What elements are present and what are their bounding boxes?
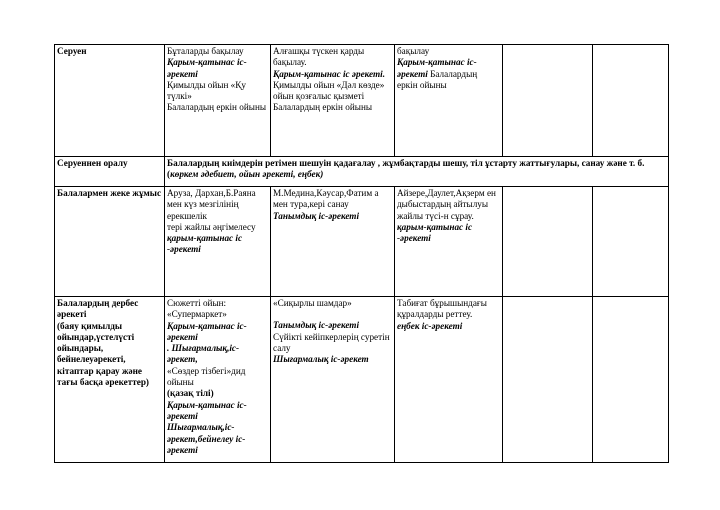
activity-label: Қарым-қатынас іс-әрекеті <box>167 399 247 421</box>
cell-text: Балалардың еркін ойыны <box>167 102 267 113</box>
cell-individual-5 <box>593 187 669 297</box>
cell-walk-3 <box>395 45 503 157</box>
row-independent <box>55 297 669 463</box>
cell-text: Балалардың киімдерін ретімен шешуін қадағалау , жұмбақтарды шешу, тіл ұстарту жаттығулары, санау және т. б. ( <box>167 158 645 180</box>
activity-label: қарым-қатынас іс -әрекеті <box>167 233 243 255</box>
cell-text: ойын қозғалыс қызметі <box>273 91 365 102</box>
activity-label: Қарым-қатынас іс-әрекеті <box>167 57 247 79</box>
row-header-return: Серуеннен оралу <box>55 157 165 187</box>
cell-walk-4 <box>503 45 593 157</box>
cell-text: Қимылды ойын «Қу түлкі» <box>167 79 246 102</box>
activity-label: Қарым-қатынас іс- <box>397 57 477 68</box>
cell-text: бақылау <box>397 46 430 56</box>
cell-return <box>165 157 669 187</box>
cell-independent-4 <box>503 297 593 463</box>
cell-text: «Сиқырлы шамдар» <box>273 298 352 308</box>
cell-text: (қазақ тілі) <box>167 388 214 399</box>
cell-individual-2 <box>271 187 395 297</box>
cell-text: М.Медина,Кәусар,Фатим а мен тура,кері санау <box>273 188 379 210</box>
cell-text: көркем әдебиет, ойын әрекеті, еңбек) <box>170 169 324 180</box>
cell-individual-3 <box>395 187 503 297</box>
activity-label: әрекеті <box>397 68 428 79</box>
cell-text: Бұталарды бақылау <box>167 46 244 56</box>
cell-walk-1 <box>165 45 271 157</box>
activity-label: Шығармалық іс-әрекет <box>273 354 369 365</box>
cell-text: Айзере,Даулет,Ақзерм ен дыбыстардың айтылуы жайлы түсі-н сұрау. <box>397 188 496 221</box>
activity-label: . Шығармалық,іс-әрекет, <box>167 343 240 365</box>
cell-text: Аруза, Дархан,Б.Раяна мен күз мезгілінің ерекшелік <box>167 188 256 221</box>
activity-label: қарым-қатынас іс -әрекеті <box>397 221 473 244</box>
cell-text: Сюжетті ойын: «Супермаркет» <box>167 298 227 320</box>
cell-text: Сүйікті кейіпкерлерің суретін салу <box>273 331 390 353</box>
row-walk <box>55 45 669 157</box>
cell-walk-2 <box>271 45 395 157</box>
cell-text: «Сөздер тізбегі»дид ойыны <box>167 365 246 388</box>
cell-independent-5 <box>593 297 669 463</box>
activity-label: еңбек іс-әрекеті <box>397 320 463 331</box>
plan-table <box>54 44 669 463</box>
activity-label: Танымдық іс-әрекеті <box>273 210 360 221</box>
row-individual <box>55 187 669 297</box>
activity-label: Танымдық іс-әрекеті <box>273 320 360 331</box>
cell-independent-3 <box>395 297 503 463</box>
row-header-subtitle: (баяу қимылды ойындар,үстелүсті ойындары, бейнелеуәрекеті, кітаптар қарау және тағы басқа әрекеттер) <box>57 320 149 388</box>
cell-individual-1 <box>165 187 271 297</box>
cell-independent-1 <box>165 297 271 463</box>
row-header-walk: Серуен <box>55 45 165 157</box>
row-header-independent <box>55 297 165 463</box>
cell-text: Табиғат бұрышындағы құралдарды реттеу. <box>397 298 487 320</box>
row-header-title: Балалардың дербес әрекеті <box>57 298 139 320</box>
row-header-individual: Балалармен жеке жұмыс <box>55 187 165 297</box>
activity-label: Қарым-қатынас іс әрекеті. <box>273 68 385 79</box>
cell-walk-5 <box>593 45 669 157</box>
cell-text: Балалардың еркін ойыны <box>397 68 478 90</box>
cell-individual-4 <box>503 187 593 297</box>
cell-text: Қимылды ойын «Дәл көзде» <box>273 79 385 90</box>
cell-text: Балалардың еркін ойыны <box>273 102 373 113</box>
activity-label: Шығармалық,іс-әрекет,бейнелеу іс-әрекеті <box>167 422 246 455</box>
cell-text: тері жайлы әңгімелесу <box>167 221 256 232</box>
activity-label: Қарым-қатынас іс-әрекеті <box>167 320 247 342</box>
row-return <box>55 157 669 187</box>
cell-text: Алғашқы түскен қарды бақылау. <box>273 46 365 68</box>
cell-independent-2 <box>271 297 395 463</box>
